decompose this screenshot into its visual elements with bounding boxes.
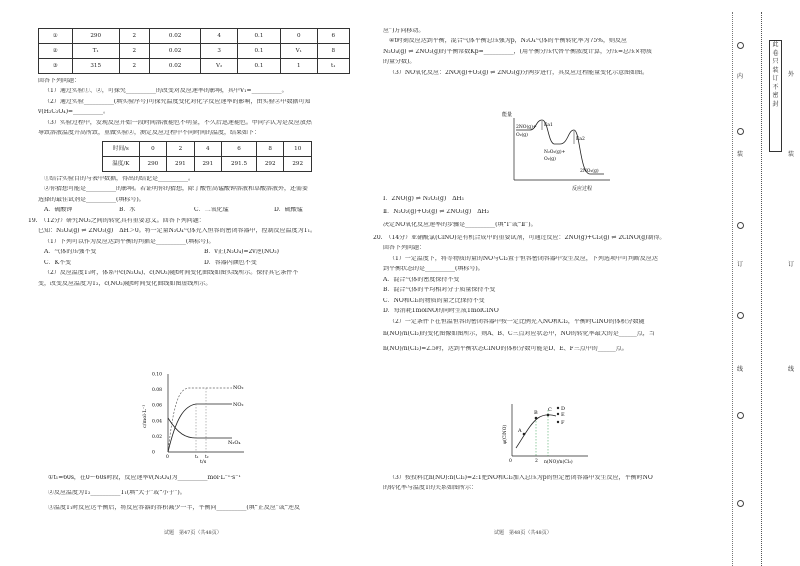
legend-no2-solid: NO₂ — [233, 402, 244, 408]
label-c: C — [548, 407, 552, 413]
binding-word-inner: 线 — [737, 366, 744, 373]
y-tick-label: 0.06 — [152, 403, 163, 409]
point-a — [523, 433, 526, 436]
text-line: 的量分数)。 — [383, 59, 416, 66]
binding-circle — [737, 312, 744, 319]
option-row — [38, 249, 363, 256]
binding-circle — [737, 128, 744, 135]
option-row — [38, 260, 363, 267]
energy-axis-label: 能量 — [502, 112, 513, 118]
option-d: D．每消耗1molNO的同时生成1molClNO — [383, 308, 499, 315]
binding-word-outer: 外 — [788, 71, 795, 78]
question-part: （3）按投料比n(NO):n(Cl₂)=2:1把NO和Cl₂加入总压为p的恒定密闭容器中发生反应，平衡时NO — [389, 475, 653, 481]
option-a: A．气体的压强不变 — [44, 249, 97, 256]
option-c: C．K不变 — [44, 259, 72, 266]
state-reactants: 2NO(g)+ — [516, 125, 537, 130]
option-row — [38, 207, 363, 214]
text-line: ①t₁=60s，在0～60s时段，反应速率v(N₂O₄)为__________mol·L⁻¹·s⁻¹ — [48, 475, 241, 481]
option-b: B．混合气体的平均相对分子质量保持不变 — [383, 287, 496, 294]
x-tick-label: t₁ — [195, 455, 199, 460]
text-line: 决定NO氧化反应速率的步骤是__________(填“Ⅰ”或“Ⅱ”)。 — [383, 221, 537, 228]
step-i: Ⅰ．2NO(g) ⇌ N₂O₂(g) ΔH₁ — [383, 196, 465, 202]
binding-word-outer: 线 — [788, 366, 795, 373]
question-part: ④t时刻反应达到平衡，混合气体平衡总压强为p，N₂O₄气体的平衡转化率为75%，则反应 — [389, 38, 627, 45]
text-line: ③温度T₁时反应达平衡后，将反应容器的容积减少一半，平衡向__________(填“正反应”或“逆反 — [48, 504, 300, 511]
right-bottom — [383, 475, 703, 496]
binding-word-outer: 装 — [788, 151, 795, 158]
option-c: C．二氧化锰 — [194, 207, 229, 214]
energy-diagram — [500, 108, 620, 194]
right-page — [383, 28, 703, 80]
question-20-header: 20. （14分）亚硝酰氯(ClNO)是有机合成中的重要试剂，可通过反应：2NO(g)+Cl₂(g) ⇌ 2ClNO(g)制得。 — [373, 234, 666, 241]
y-ticks — [152, 372, 162, 456]
y-tick-label: 0.10 — [152, 372, 163, 378]
page-footer-right: 试题 第48页（共48页） — [494, 530, 552, 536]
binding-circle — [737, 412, 744, 419]
point-c — [547, 414, 550, 417]
question-19-header: 19. （12分）研究NO₂之间的转化具有重要意义。回答下列问题： — [28, 217, 205, 224]
concentration-chart — [140, 368, 250, 464]
question-part: ②你猜想可能是__________的影响。若证明你的猜想，除了酸性高锰酸钾溶液和草酸溶液外，还需要 — [44, 186, 309, 193]
left-answers — [48, 475, 368, 515]
binding-margin — [732, 12, 799, 566]
experiment-table — [38, 28, 350, 74]
state-reactants-o2: O₂(g) — [516, 133, 528, 138]
table-row: ② T₁ 2 0.02 3 0.1 V₁ 8 — [39, 44, 350, 59]
state-intermediate: N₂O₂(g)+ — [544, 150, 566, 155]
y-tick-label: 0.04 — [152, 419, 163, 425]
y-tick-label: 0.08 — [152, 388, 163, 394]
binding-word-inner: 订 — [737, 261, 744, 268]
y-axis-label: c/mol·L⁻¹ — [142, 404, 148, 428]
text-line: 选择的最佳试剂是__________(填标号)。 — [38, 196, 145, 203]
binding-circle — [737, 500, 744, 507]
label-a: A — [518, 428, 522, 434]
text-line: n(NO)/n(Cl₂)的变化图像如图所示，则A、B、C三点对应状态中，NO的转化率最大的是______点，当 — [383, 331, 655, 338]
option-d: D．硫酸锰 — [274, 207, 303, 214]
option-c: C．NO和Cl₂的物质的量之比保持不变 — [383, 297, 485, 304]
text-line: ②反应温度为T₂__________T₁(填“大于”或“小于”)。 — [48, 489, 186, 496]
label-d: D — [561, 406, 566, 412]
process-axis-label: 反应过程 — [572, 186, 593, 192]
question-part: （2）通过实验__________(填实验序号)可探究温度变化对化学反应速率的影响，由实验②中数据可知 — [44, 98, 311, 105]
option-d: D．容器内颜色不变 — [204, 259, 257, 266]
binding-circle — [737, 42, 744, 49]
label-e: E — [561, 412, 565, 418]
y-tick-label: 0.02 — [152, 434, 163, 440]
temperature-table — [102, 141, 312, 172]
x-tick-label: t₂ — [205, 455, 209, 460]
binding-word-inner: 内 — [737, 73, 744, 80]
right-questions — [373, 196, 703, 357]
point-d — [557, 407, 559, 409]
question-part: （1）通过实验①、②，可探究__________的改变对反应速率的影响，其中V₁=__________。 — [44, 88, 288, 95]
text-line: 已知：N₂O₄(g) ⇌ 2NO₂(g) ΔH＞0。将一定量N₂O₄气体充入恒容的密闭容器中，控制反应温度为T₁。 — [38, 228, 317, 235]
text-line: 的转化率与温度T的关系如图所示： — [383, 485, 478, 492]
state-intermediate-o2: O₂(g) — [544, 157, 556, 162]
x-tick-2: 2 — [535, 459, 538, 464]
series-no2-dashed — [168, 388, 232, 452]
option-a: A．硫酸钾 — [44, 207, 73, 214]
x-axis-label: t/s — [200, 459, 207, 464]
x-axis-label: n(NO)/n(Cl₂) — [544, 460, 573, 465]
ea2-label: Ea2 — [576, 137, 585, 142]
text-line: 回答下列问题： — [383, 245, 426, 252]
table-row: 温度/K 290 291 291 291.5 292 292 — [103, 156, 312, 171]
page-footer-left: 试题 第47页（共48页） — [164, 530, 222, 536]
dotted-line — [761, 12, 762, 566]
legend-no2-dashed: NO₂ — [233, 385, 244, 391]
table-row: ③ 315 2 0.02 V₂ 0.1 1 t₁ — [39, 59, 350, 74]
x-tick-label: 0 — [166, 455, 169, 460]
question-part: （2）反应温度T₁时，体系中c(N₂O₄)、c(NO₂)随t时间变化曲线如图实线所示。保持其它条件不 — [44, 270, 299, 277]
point-b — [535, 417, 538, 420]
state-products: 2NO₂(g) — [580, 169, 599, 174]
question-part: （1）下列可以作为反应达到平衡的判据是__________(填标号)。 — [44, 238, 215, 245]
binding-notice — [769, 40, 782, 152]
text-line: N₂O₄(g) ⇌ 2NO₂(g)的平衡常数Kp=__________，(用平衡分压代替平衡浓度计算，分压=总压×物质 — [383, 48, 653, 55]
text-line: v(H₂C₂O₄)=__________。 — [38, 109, 110, 116]
step-ii: Ⅱ．N₂O₂(g)+O₂(g) ⇌ 2NO₂(g) ΔH₂ — [383, 208, 490, 215]
point-e — [557, 413, 559, 415]
table-row: ① 290 2 0.02 4 0.1 0 6 — [39, 29, 350, 44]
series-no2-solid — [168, 404, 232, 452]
question-part: （2）一定条件下在恒温恒容的密闭容器中按一定比例充入NO和Cl₂，平衡时ClNO的体积分数随 — [389, 318, 645, 325]
text-line: 到平衡状态的是__________(填标号)。 — [383, 266, 484, 273]
option-b: B．v正(N₂O₄)=2v逆(NO₂) — [204, 249, 279, 256]
question-part: （1）一定温度下，将等物质的量的NO与Cl₂置于恒容密闭容器中发生反应，下列选项中可判断反应达 — [389, 255, 658, 262]
y-tick-label: 0 — [152, 450, 155, 456]
question-part: ①结合实验目的与表中数据，得出的结论是__________。 — [44, 175, 195, 182]
x-tick-0: 0 — [509, 459, 512, 464]
y-axis-label: φ(ClNO) — [503, 424, 508, 444]
text-line: 导致溶液温度升高所致，重做实验②，测定反应过程中不同时间的温度，结果如下： — [38, 130, 261, 137]
binding-notice-text: 此 卷 只 装 订 不 密 封 — [772, 41, 779, 108]
text-line: 应”)方向移动。 — [383, 28, 425, 34]
clno-fraction-chart — [498, 400, 608, 470]
left-page — [28, 28, 363, 291]
text-line: n(NO)/n(Cl₂)=2.5时，达到平衡状态ClNO的体积分数可能是D、E、F三点中的______点。 — [383, 346, 628, 353]
binding-word-inner: 装 — [737, 151, 744, 158]
question-part: （3）NO氧化反应：2NO(g)+O₂(g) ⇌ 2NO₂(g)分两步进行，其反应过程能量变化示意图如图。 — [389, 69, 649, 76]
binding-circle — [737, 222, 744, 229]
label-f: F — [561, 420, 565, 426]
binding-word-outer: 订 — [788, 261, 795, 268]
text-line: 变，改变反应温度为T₂，c(NO₂)随t时间变化曲线如图虚线所示。 — [38, 280, 212, 287]
ea1-label: Ea1 — [544, 123, 553, 128]
option-a: A．混合气体的密度保持不变 — [383, 276, 460, 283]
option-b: B．水 — [119, 207, 136, 214]
question-part: （3）实验过程中，发现反应开始一段时间溶液褪色不明显，不久后迅速褪色。甲同学认为是反应放热 — [44, 119, 312, 126]
label-b: B — [534, 410, 538, 416]
table-row: 时间/s 0 2 4 6 8 10 — [103, 141, 312, 156]
text-line: 回答下列问题： — [38, 78, 81, 84]
legend-n2o4: N₂O₄ — [228, 440, 241, 446]
point-f — [557, 421, 559, 423]
